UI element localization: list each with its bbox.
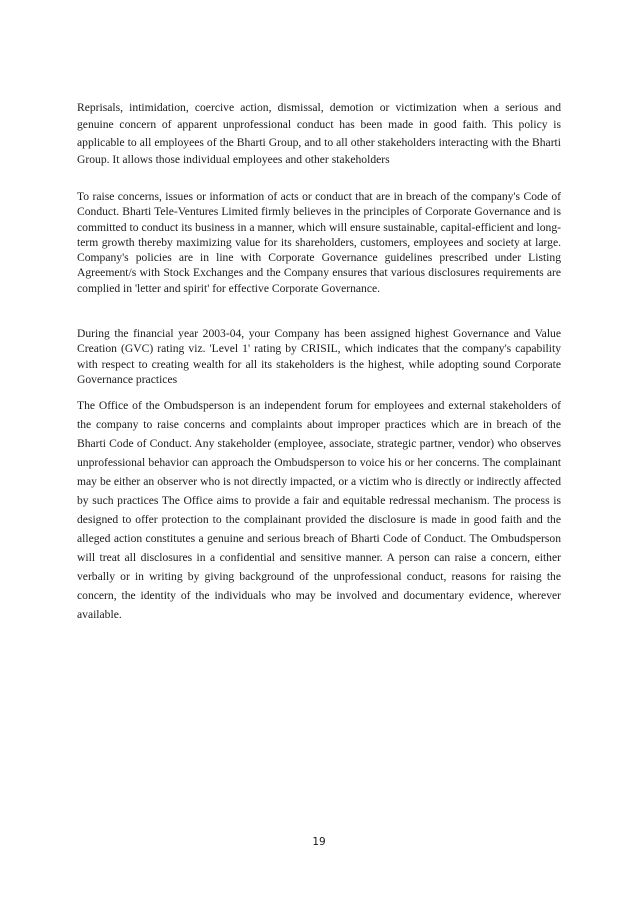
paragraph-gvc-rating: During the financial year 2003-04, your Company has been assigned highest Governance and Value Creation (GVC) rating viz. 'Level 1' rating by CRISIL, which indicates that the company's capability with respect to creating wealth for all its stakeholders is the highest, while adopting sound Corporate Governance practices — [77, 327, 561, 386]
page-number: 19 — [312, 836, 326, 848]
paragraph-raise-concerns: To raise concerns, issues or information of acts or conduct that are in breach of the company's Code of Conduct. Bharti Tele-Ventures Limited firmly believes in the principles of Corporate Governance and is committed to conduct its business in a manner, which will ensure sustainable, capital-efficient and long-term growth thereby maximizing value for its shareholders, customers, employees and society at large. Company's policies are in line with Corporate Governance guidelines prescribed under Listing Agreement/s with Stock Exchanges and the Company ensures that various disclosures requirements are complied in 'letter and spirit' for effective Corporate Governance. — [77, 190, 561, 295]
paragraph-reprisals: Reprisals, intimidation, coercive action, dismissal, demotion or victimization when a serious and genuine concern of apparent unprofessional conduct has been made in good faith. This policy is applicable to all employees of the Bharti Group, and to all other stakeholders interacting with the Bharti Group. It allows those individual employees and other stakeholders — [77, 101, 561, 167]
paragraph-ombudsperson: The Office of the Ombudsperson is an independent forum for employees and external stakeholders of the company to raise concerns and complaints about improper practices which are in breach of the Bharti Code of Conduct. Any stakeholder (employee, associate, strategic partner, vendor) who observes unprofessional behavior can approach the Ombudsperson to voice his or her concerns. The complainant may be either an observer who is not directly impacted, or a victim who is directly or indirectly affected by such practices The Office aims to provide a fair and equitable redressal mechanism. The process is designed to offer protection to the complainant provided the disclosure is made in good faith and the alleged action constitutes a genuine and serious breach of Bharti Code of Conduct. The Ombudsperson will treat all disclosures in a confidential and sensitive manner. A person can raise a concern, either verbally or in writing by giving background of the unprofessional conduct, reasons for raising the concern, the identity of the individuals who may be involved and documentary evidence, wherever available. — [77, 399, 561, 621]
